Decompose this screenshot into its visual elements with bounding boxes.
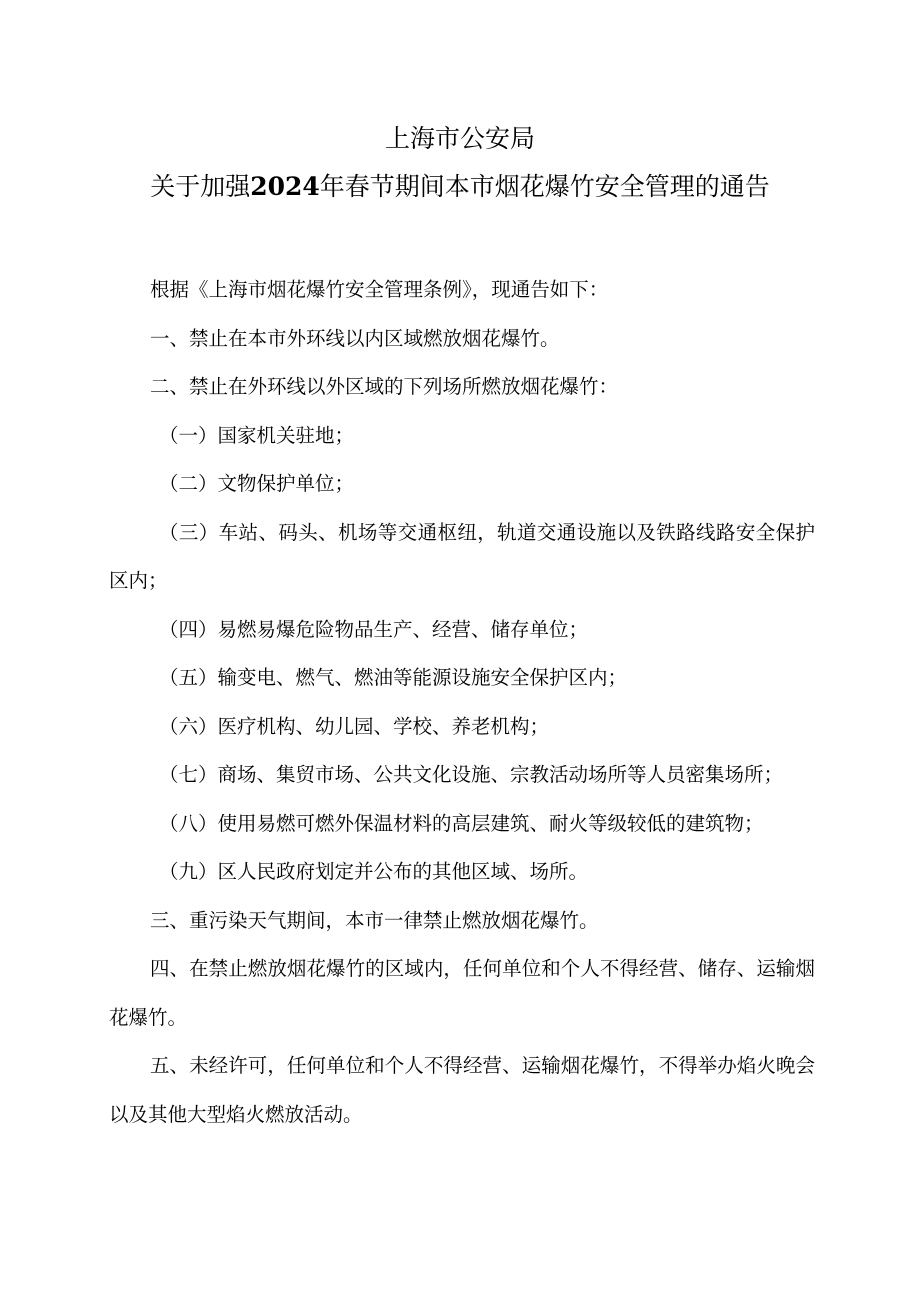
list-item-7: （七）商场、集贸市场、公共文化设施、宗教活动场所等人员密集场所； <box>159 763 784 786</box>
paragraph-article-1: 一、禁止在本市外环线以内区域燃放烟花爆竹。 <box>150 326 560 350</box>
list-item-5: （五）输变电、燃气、燃油等能源设施安全保护区内； <box>159 666 628 689</box>
list-item-3: （三）车站、码头、机场等交通枢纽，轨道交通设施以及铁路线路安全保护区内； <box>109 520 815 592</box>
list-item-2: （二）文物保护单位； <box>159 472 355 495</box>
notice-title <box>0 172 920 202</box>
notice-body <box>109 266 815 1139</box>
notice-title-prefix: 关于加强 <box>150 172 251 201</box>
notice-title-year: 2024 <box>250 172 320 201</box>
document-title <box>0 124 920 154</box>
paragraph-article-3: 三、重污染天气期间，本市一律禁止燃放烟花爆竹。 <box>150 908 599 932</box>
paragraph-article-4: 四、在禁止燃放烟花爆竹的区域内，任何单位和个人不得经营、储存、运输烟花爆竹。 <box>109 957 815 1029</box>
issuer-title: 上海市公安局 <box>384 124 535 153</box>
notice-title-suffix: 年春节期间本市烟花爆竹安全管理的通告 <box>319 172 770 201</box>
paragraph-article-2: 二、禁止在外环线以外区域的下列场所燃放烟花爆竹： <box>150 375 619 398</box>
list-item-8: （八）使用易燃可燃外保温材料的高层建筑、耐火等级较低的建筑物； <box>159 811 764 835</box>
list-item-9: （九）区人民政府划定并公布的其他区域、场所。 <box>159 860 589 883</box>
list-item-4: （四）易燃易爆危险物品生产、经营、储存单位； <box>159 617 589 641</box>
paragraph-intro: 根据《上海市烟花爆竹安全管理条例》，现通告如下： <box>150 278 609 301</box>
list-item-1: （一）国家机关驻地； <box>159 423 355 447</box>
list-item-6: （六）医疗机构、幼儿园、学校、养老机构； <box>159 714 550 738</box>
paragraph-article-5: 五、未经许可，任何单位和个人不得经营、运输烟花爆竹，不得举办焰火晚会以及其他大型焰火燃放活动。 <box>109 1054 815 1126</box>
